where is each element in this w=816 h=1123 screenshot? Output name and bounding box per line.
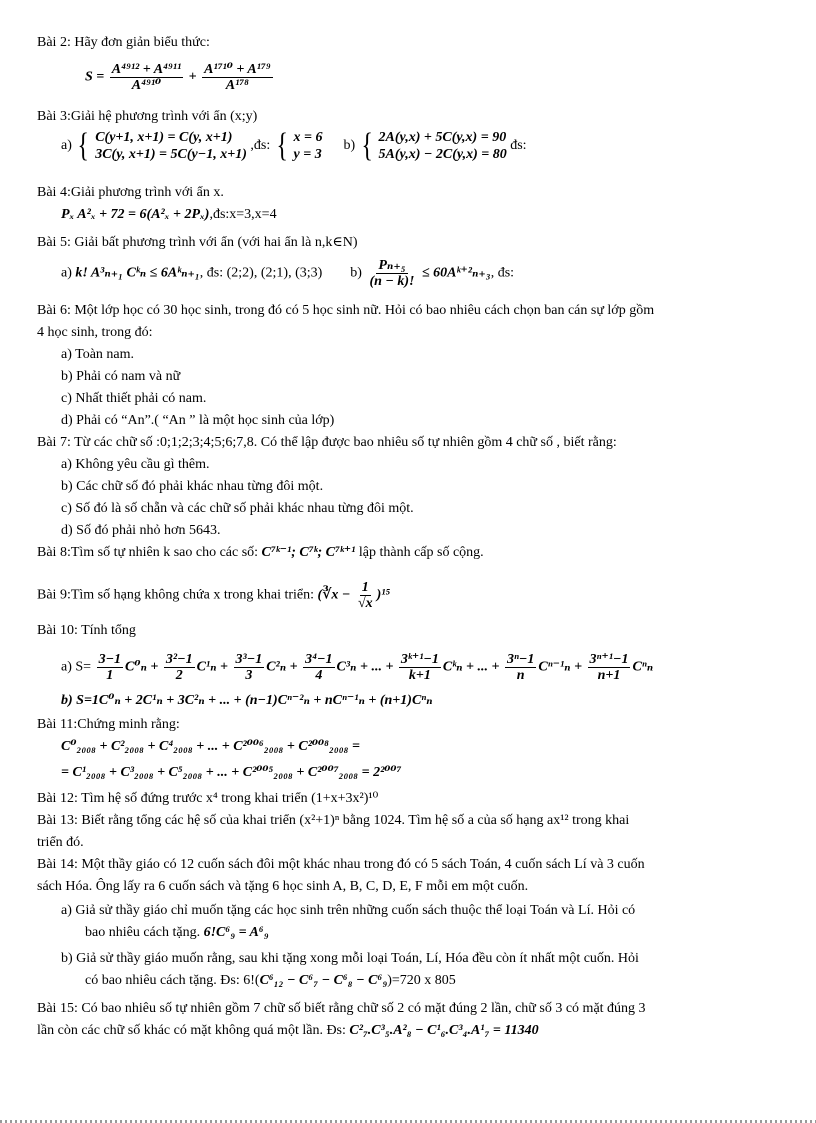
exercise-15-cont: lần còn các chữ số khác có mặt không quá một lần. Đs: C²₇.C³₅.A²₈ − C¹₆.C³₄.A¹₇ = 11340 bbox=[37, 1023, 539, 1038]
exercise-3-systems: a) { C(y+1, x+1) = C(y, x+1) 3C(y, x+1) = 5C(y−1, x+1) ,đs: { x = 6 y = 3 b) { 2A(y,x) + 5C(y,x) = 90 5A(y,x) − 2C(y,x) = 80 đs: bbox=[61, 127, 527, 164]
exercise-7-item-a: a) Không yêu cầu gì thêm. bbox=[61, 457, 210, 472]
exercise-11-line-1: C⁰₂₀₀₈ + C²₂₀₀₈ + C⁴₂₀₀₈ + ... + C²⁰⁰⁶₂₀₀₈ + C²⁰⁰⁸₂₀₀₈ = bbox=[61, 739, 361, 754]
exercise-12: Bài 12: Tìm hệ số đứng trước x⁴ trong khai triển (1+x+3x²)¹⁰ bbox=[37, 791, 379, 806]
exercise-10-b: b) S=1C⁰ₙ + 2C¹ₙ + 3C²ₙ + ... + (n−1)Cⁿ⁻²ₙ + nCⁿ⁻¹ₙ + (n+1)Cⁿₙ bbox=[61, 693, 433, 708]
exercise-6-item-d: d) Phải có “An”.( “An ” là một học sinh của lớp) bbox=[61, 413, 335, 428]
exercise-8: Bài 8:Tìm số tự nhiên k sao cho các số: C⁷ᵏ⁻¹; C⁷ᵏ; C⁷ᵏ⁺¹ lập thành cấp số cộng. bbox=[37, 545, 484, 560]
exercise-10-a: a) S= $\frac{3-1}{1}$ C⁰ₙ + $\frac{\text{3²−1}}{2}$ C¹ₙ + $\frac{\text{3³−1}}{3}$ C²ₙ + $\frac{\text{3⁴−1}}{4}$ C³ₙ + ... + $\frac{\text{3ᵏ⁺¹−1}}{k+1}$ Cᵏₙ + ... + $\frac{\text{3ⁿ−1}}{n}$ Cⁿ⁻¹ₙ + $\frac{\text{3ⁿ⁺¹−1}}{n+1}$ Cⁿₙ bbox=[61, 652, 654, 683]
exercise-13: Bài 13: Biết rằng tổng các hệ số của khai triển (x²+1)ⁿ bằng 1024. Tìm hệ số a của số hạng ax¹² trong khai bbox=[37, 813, 630, 828]
exercise-14-item-a-cont: bao nhiêu cách tặng. 6!C⁶₉ = A⁶₉ bbox=[85, 925, 269, 940]
exercise-14-cont: sách Hóa. Ông lấy ra 6 cuốn sách và tặng 6 học sinh A, B, C, D, E, F mỗi em một cuốn. bbox=[37, 879, 529, 894]
exercise-3-title: Bài 3:Giải hệ phương trình với ẩn (x;y) bbox=[37, 109, 258, 124]
exercise-6-item-a: a) Toàn nam. bbox=[61, 347, 135, 362]
exercise-7-item-c: c) Số đó là số chẵn và các chữ số phải khác nhau từng đôi một. bbox=[61, 501, 414, 516]
exercise-7-item-d: d) Số đó phải nhỏ hơn 5643. bbox=[61, 523, 221, 538]
exercise-7-title: Bài 7: Từ các chữ số :0;1;2;3;4;5;6;7,8. Có thể lập được bao nhiêu số tự nhiên gồm 4 chữ số , biết rằng: bbox=[37, 435, 617, 450]
exercise-10-title: Bài 10: Tính tổng bbox=[37, 623, 136, 638]
exercise-14-item-b: b) Giả sử thầy giáo muốn rằng, sau khi tặng xong mỗi loại Toán, Lí, Hóa đều còn ít nhất một cuốn. Hỏi bbox=[61, 951, 639, 966]
exercise-2-formula: S = $\frac{\text{A⁴⁹¹² + A⁴⁹¹¹}}{\text{A⁴⁹¹⁰}}$ + $\frac{\text{A¹⁷¹⁰ + A¹⁷⁹}}{\text{A¹⁷⁸}}$ bbox=[85, 62, 271, 93]
exercise-5-parts: a) k! A³ₙ₊₁ Cᵏₙ ≤ 6Aᵏₙ₊₁, đs: (2;2), (2;1), (3;3) b) $\frac{\text{Pₙ₊₅}}{(n - k)!}$ ≤ 60Aᵏ⁺²ₙ₊₃, đs: bbox=[61, 258, 515, 289]
exercise-13-cont: triển đó. bbox=[37, 835, 84, 850]
exercise-6-title: Bài 6: Một lớp học có 30 học sinh, trong đó có 5 học sinh nữ. Hỏi có bao nhiêu cách chọn ban cán sự lớp gồm bbox=[37, 303, 655, 318]
exercise-14: Bài 14: Một thầy giáo có 12 cuốn sách đôi một khác nhau trong đó có 5 sách Toán, 4 cuốn sách Lí và 3 cuốn bbox=[37, 857, 645, 872]
exercise-2-title: Bài 2: Hãy đơn giản biểu thức: bbox=[37, 35, 210, 50]
exercise-15: Bài 15: Có bao nhiêu số tự nhiên gồm 7 chữ số biết rằng chữ số 2 có mặt đúng 2 lần, chữ số 3 có mặt đúng 3 bbox=[37, 1001, 646, 1016]
exercise-6-item-c: c) Nhất thiết phải có nam. bbox=[61, 391, 207, 406]
exercise-11-title: Bài 11:Chứng minh rằng: bbox=[37, 717, 180, 732]
exercise-14-item-b-cont: có bao nhiêu cách tặng. Đs: 6!(C⁶₁₂ − C⁶₇ − C⁶₈ − C⁶₉)=720 x 805 bbox=[85, 973, 456, 988]
exercise-9: Bài 9:Tìm số hạng không chứa x trong khai triển: (∛x − $\frac{1}{√x}$ )¹⁵ bbox=[37, 580, 391, 611]
exercise-11-line-2: = C¹₂₀₀₈ + C³₂₀₀₈ + C⁵₂₀₀₈ + ... + C²⁰⁰⁵₂₀₀₈ + C²⁰⁰⁷₂₀₀₈ = 2²⁰⁰⁷ bbox=[61, 765, 402, 780]
exercise-6-item-b: b) Phải có nam và nữ bbox=[61, 369, 181, 384]
exercise-4-formula: Pₓ A²ₓ + 72 = 6(A²ₓ + 2Pₓ),đs:x=3,x=4 bbox=[61, 207, 277, 222]
exercise-6-title-cont: 4 học sinh, trong đó: bbox=[37, 325, 153, 340]
exercise-7-item-b: b) Các chữ số đó phải khác nhau từng đôi một. bbox=[61, 479, 324, 494]
exercise-5-title: Bài 5: Giải bất phương trình với ẩn (với hai ẩn là n,k∈N) bbox=[37, 235, 358, 250]
exercise-4-title: Bài 4:Giải phương trình với ẩn x. bbox=[37, 185, 224, 200]
exercise-14-item-a: a) Giả sử thầy giáo chỉ muốn tặng các học sinh trên những cuốn sách thuộc thể loại Toán và Lí. Hỏi có bbox=[61, 903, 636, 918]
